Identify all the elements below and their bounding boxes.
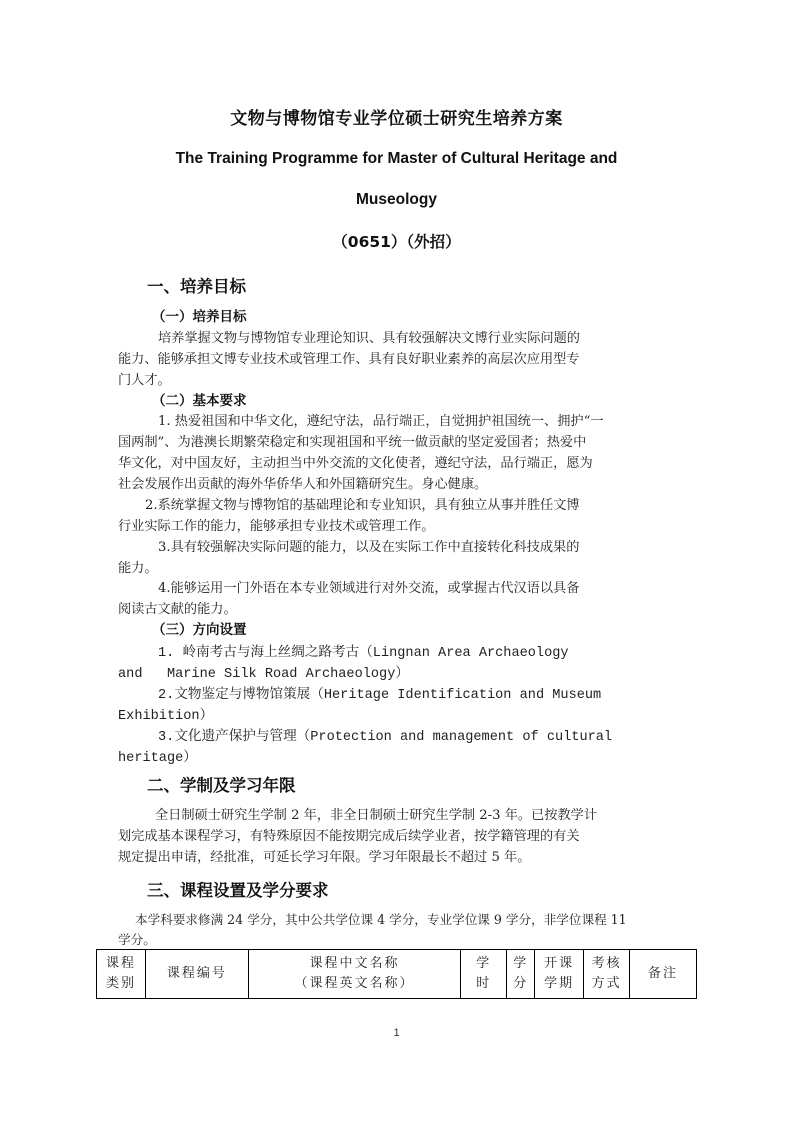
requirement-1-line: 1. 热爱祖国和中华文化，遵纪守法，品行端正，自觉拥护祖国统一、拥护“一 <box>158 414 604 429</box>
section1-sub1-heading: （一）培养目标 <box>152 309 247 325</box>
document-title-en-line1: The Training Programme for Master of Cultural Heritage and <box>175 150 618 167</box>
page-number: 1 <box>393 1027 400 1039</box>
section2-line: 全日制硕士研究生学制 2 年，非全日制硕士研究生学制 2-3 年。已按教学计 <box>155 808 598 823</box>
requirement-2-line: 2.系统掌握文物与博物馆的基础理论和专业知识，具有独立从事并胜任文博 <box>145 498 580 513</box>
requirement-1-line: 华文化，对中国友好，主动担当中外交流的文化使者，遵纪守法，品行端正，愿为 <box>118 456 593 471</box>
course-table <box>96 949 697 999</box>
direction-2-line: Exhibition） <box>118 709 214 724</box>
direction-1-line: and Marine Silk Road Archaeology） <box>118 667 409 682</box>
header-hours: 学 时 <box>461 950 507 999</box>
header-assessment: 考核 方式 <box>584 950 630 999</box>
header-credits: 学 分 <box>507 950 535 999</box>
header-course-code: 课程编号 <box>145 950 248 999</box>
document-title-cn: 文物与博物馆专业学位硕士研究生培养方案 <box>230 109 563 129</box>
requirement-1-line: 国两制”、为港澳长期繁荣稳定和实现祖国和平统一做贡献的坚定爱国者；热爱中 <box>118 435 587 450</box>
requirement-3-line: 能力。 <box>118 561 158 576</box>
section2-line: 划完成基本课程学习，有特殊原因不能按期完成后续学业者，按学籍管理的有关 <box>118 829 580 844</box>
header-semester: 开课 学期 <box>535 950 584 999</box>
document-program-code: （0651）（外招） <box>332 233 461 251</box>
section3-line: 学分。 <box>118 932 156 947</box>
requirement-1-line: 社会发展作出贡献的海外华侨华人和外国籍研究生。身心健康。 <box>118 477 488 492</box>
section1-heading: 一、培养目标 <box>147 277 246 296</box>
direction-3-line: 3.文化遗产保护与管理（Protection and management of cultural <box>158 730 613 745</box>
section2-line: 规定提出申请，经批准，可延长学习年限。学习年限最长不超过 5 年。 <box>118 850 531 865</box>
section1-sub2-heading: （二）基本要求 <box>152 393 247 409</box>
header-course-category: 课程 类别 <box>97 950 146 999</box>
requirement-4-line: 阅读古文献的能力。 <box>118 602 237 617</box>
section3-heading: 三、课程设置及学分要求 <box>147 881 329 900</box>
section3-line: 本学科要求修满 24 学分，其中公共学位课 4 学分，专业学位课 9 学分，非学位课程 11 <box>135 912 627 927</box>
section1-sub1-line: 培养掌握文物与博物馆专业理论知识、具有较强解决文博行业实际问题的 <box>158 331 580 346</box>
header-remarks: 备注 <box>630 950 697 999</box>
requirement-4-line: 4.能够运用一门外语在本专业领域进行对外交流，或掌握古代汉语以具备 <box>158 581 580 596</box>
requirement-3-line: 3.具有较强解决实际问题的能力，以及在实际工作中直接转化科技成果的 <box>158 540 580 555</box>
direction-2-line: 2.文物鉴定与博物馆策展（Heritage Identification and Museum <box>158 688 602 703</box>
course-table-header-row <box>97 950 697 999</box>
section2-heading: 二、学制及学习年限 <box>147 776 296 795</box>
requirement-2-line: 行业实际工作的能力，能够承担专业技术或管理工作。 <box>118 519 435 534</box>
section1-sub1-line: 能力、能够承担文博专业技术或管理工作、具有良好职业素养的高层次应用型专 <box>118 352 580 367</box>
direction-3-line: heritage） <box>118 751 197 766</box>
direction-1-line: 1. 岭南考古与海上丝绸之路考古（Lingnan Area Archaeology <box>158 646 569 661</box>
section1-sub1-line: 门人才。 <box>118 373 171 388</box>
header-course-name: 课程中文名称 （课程英文名称） <box>248 950 461 999</box>
section1-sub3-heading: （三）方向设置 <box>152 622 247 638</box>
document-title-en-line2: Museology <box>356 191 437 208</box>
